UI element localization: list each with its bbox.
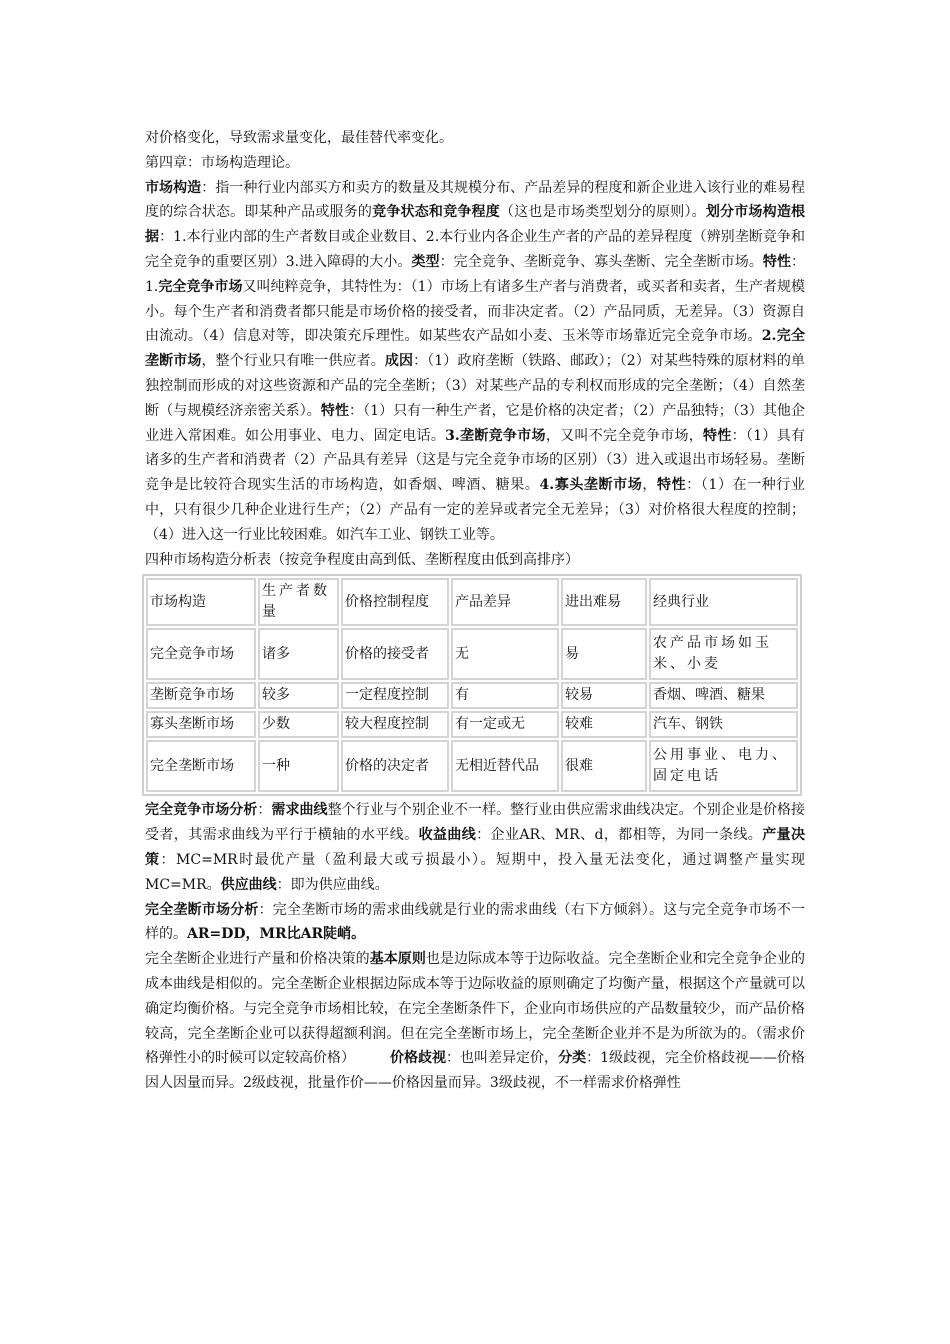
bold-run: 特性 — [762, 253, 792, 270]
text-run: ：1. — [145, 253, 806, 295]
chapter-heading: 第四章：市场构造理论。 — [145, 154, 299, 171]
text-run: ：（1）在一种行业中，只有很少几种企业进行生产；（2）产品有一定的差异或者完全无差异；（3）对价格很大程度的控制；（4）进入这一行业比较困难。如汽车工业、钢铁工业等。 — [145, 477, 806, 543]
table-cell: 价格的决定者 — [341, 740, 449, 792]
table-cell: 有一定或无 — [451, 711, 559, 738]
bold-run: 完全竞争市场分析 — [145, 802, 258, 819]
bold-run: AR=DD，MR比AR陡峭。 — [187, 926, 366, 943]
table-row — [146, 682, 798, 709]
table-cell: 完全垄断市场 — [146, 740, 256, 792]
table-cell: 寡头垄断市场 — [146, 711, 256, 738]
paragraph-perfect-competition — [145, 798, 805, 897]
table-cell: 易 — [561, 628, 647, 680]
table-cell: 有 — [451, 682, 559, 709]
bold-run: 3.垄断竞争市场 — [445, 427, 546, 444]
paragraph-monopoly-pricing — [145, 947, 805, 1096]
table-header-cell: 经典行业 — [649, 578, 798, 626]
table-cell: 较易 — [561, 682, 647, 709]
bold-run: 特性 — [320, 402, 350, 419]
bold-run: 基本原则 — [369, 951, 426, 968]
table-cell: 价格的接受者 — [341, 628, 449, 680]
bold-run: 供应曲线 — [220, 876, 277, 893]
text-run: ，又叫不完全竞争市场， — [545, 427, 704, 444]
text-run: ：指一种行业内部买方和卖方的数量及其规模分布、产品差异的程度和新企业进入该行业的难易程度的综合状态。即某种产品或服务的 — [145, 179, 806, 221]
bold-run: 分类 — [558, 1050, 587, 1067]
bold-run: 完全垄断市场分析 — [145, 901, 259, 918]
bold-run: 价格歧视 — [390, 1050, 447, 1067]
paragraph-intro: 对价格变化，导致需求量变化，最佳替代率变化。 — [145, 130, 453, 146]
table-cell: 较难 — [561, 711, 647, 738]
text-run: ， — [642, 477, 657, 494]
text-run: 又叫纯粹竞争，其特性为：（1）市场上有诸多生产者与消费者，或买者和卖者，生产者规模小。每个生产者和消费者都只能是市场价格的接受者，而非决定者。（2）产品同质，无差异。（3）资源自由流动。（4）信息对等，即决策充斥理性。如某些农产品如小麦、玉米等市场靠近完全竞争市场。 — [145, 278, 805, 345]
table-header-row — [146, 578, 798, 626]
table-cell: 汽车、钢铁 — [649, 711, 798, 738]
paragraph-monopoly — [145, 898, 805, 948]
table-header-cell: 市场构造 — [146, 578, 256, 626]
bold-run: 划分市场构造根据 — [145, 204, 806, 246]
text-run: 整个行业与个别企业不一样。整行业由供应需求曲线决定。个别企业是价格接受者，其需求曲线为平行于横轴的水平线。 — [145, 802, 806, 844]
text-run: ：（1）具有诸多的生产者和消费者（2）产品具有差异（这是与完全竞争市场的区别）（3）进入或退出市场轻易。垄断竞争是比较符合现实生活的市场构造，如香烟、啤酒、糖果。 — [145, 427, 805, 494]
table-caption: 四种市场构造分析表（按竞争程度由高到低、垄断程度由低到高排序） — [145, 551, 579, 568]
text-run: ：完全竞争、垄断竞争、寡头垄断、完全垄断市场。 — [439, 253, 763, 270]
table-cell: 一定程度控制 — [341, 682, 449, 709]
document-body — [145, 126, 805, 1096]
table-cell: 无 — [451, 628, 559, 680]
text-run: ：也叫差异定价， — [446, 1050, 559, 1067]
table-cell: 较大程度控制 — [341, 711, 449, 738]
table-cell: 较多 — [258, 682, 339, 709]
text-run: ：完全垄断市场的需求曲线就是行业的需求曲线（右下方倾斜）。这与完全竞争市场不一样的。 — [145, 901, 806, 943]
table-cell: 很难 — [561, 740, 647, 792]
bold-run: 完全竞争市场 — [158, 278, 243, 295]
table-cell: 农产品市场如玉米、小麦 — [649, 628, 798, 680]
table-header-cell: 生产者数量 — [258, 578, 339, 626]
market-structure-table — [142, 574, 802, 796]
bold-run: 类型 — [411, 253, 440, 270]
table-header-cell: 价格控制程度 — [341, 578, 449, 626]
table-cell: 少数 — [258, 711, 339, 738]
table-row — [146, 740, 798, 792]
table-cell: 香烟、啤酒、糖果 — [649, 682, 798, 709]
text-run: ，整个行业只有唯一供应者。 — [201, 353, 385, 370]
bold-run: 产量决策 — [145, 827, 805, 868]
text-run: ：MC=MR时最优产量（盈利最大或亏损最小）。短期中，投入量无法变化，通过调整产量实现MC=MR。 — [145, 851, 806, 893]
text-run: ：即为供应曲线。 — [276, 876, 389, 893]
table-cell: 无相近替代品 — [451, 740, 559, 792]
bold-run: 4.寡头垄断市场 — [539, 477, 643, 494]
bold-run: 特性 — [657, 477, 687, 494]
table-row — [146, 711, 798, 738]
bold-run: 特性 — [703, 427, 732, 444]
text-run: ：1.本行业内部的生产者数目或企业数目、2.本行业内各企业生产者的产品的差异程度（辨别垄断竞争和完全竞争的重要区别）3.进入障碍的大小。 — [145, 229, 806, 270]
table-row — [146, 628, 798, 680]
text-run: ：1级歧视，完全价格歧视——价格因人因量而异。2级歧视，批量作价——价格因量而异。3级歧视，不一样需求价格弹性 — [145, 1050, 806, 1092]
bold-run: 收益曲线 — [418, 827, 477, 844]
table-header-cell: 进出难易 — [561, 578, 647, 626]
text-run: ：（1）政府垄断（铁路、邮政）；（2）对某些特殊的原材料的单独控制而形成的对这些资源和产品的完全垄断；（3）对某些产品的专利权而形成的完全垄断；（4）自然垄断（与规模经济亲密关系）。 — [145, 353, 805, 419]
text-run: ： — [257, 802, 272, 819]
text-run: ：企业AR、MR、d，都相等，为同一条线。 — [476, 827, 763, 844]
text-run: 也是边际成本等于边际收益。完全垄断企业和完全竞争企业的成本曲线是相似的。完全垄断企业根据边际成本等于边际收益的原则确定了均衡产量，根据这个产量就可以确定均衡价格。与完全竞争市场相比较，在完全垄断条件下，企业向市场供应的产品数量较少，而产品价格较高，完全垄断企业可以获得超额利润。但在完全垄断市场上，完全垄断企业并不是为所欲为的。（需求价格弹性小的时候可以定较高价格） — [145, 951, 806, 1067]
table-cell: 完全竞争市场 — [146, 628, 256, 680]
bold-run: 成因 — [384, 353, 414, 370]
table-cell: 公用事业、电力、固定电话 — [649, 740, 798, 792]
paragraph-market-structure — [145, 176, 805, 548]
table-cell: 诸多 — [258, 628, 339, 680]
text-run: 完全垄断企业进行产量和价格决策的 — [145, 951, 370, 968]
table-cell: 垄断竞争市场 — [146, 682, 256, 709]
text-run: （这也是市场类型划分的原则）。 — [499, 204, 706, 221]
table-cell: 一种 — [258, 740, 339, 792]
bold-run: 市场构造 — [145, 179, 202, 196]
bold-run: 2.完全垄断市场 — [145, 328, 805, 370]
table-header-cell: 产品差异 — [451, 578, 559, 626]
bold-run: 需求曲线 — [271, 802, 328, 819]
text-run: ：（1）只有一种生产者，它是价格的决定者；（2）产品独特；（3）其他企业进入常困难。如公用事业、电力、固定电话。 — [145, 402, 806, 444]
bold-run: 竞争状态和竞争程度 — [372, 204, 500, 221]
